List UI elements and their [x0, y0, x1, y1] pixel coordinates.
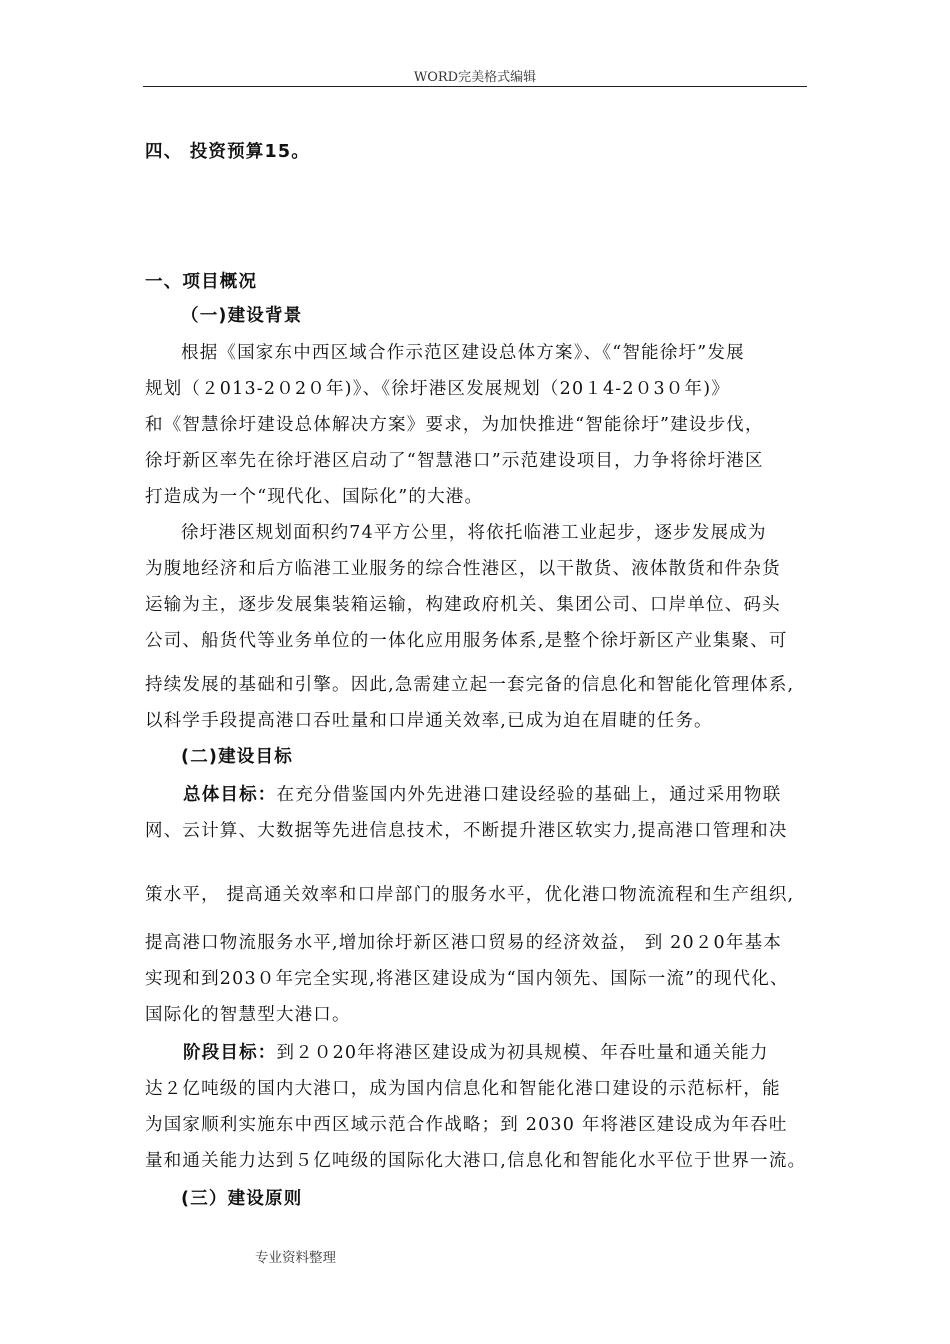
paragraph-line: 徐圩港区规划面积约74平方公里，将依托临港工业起步，逐步发展成为 — [181, 523, 767, 543]
page-footer: 专业资料整理 — [255, 1250, 336, 1266]
paragraph-line: 达２亿吨级的国内大港口，成为国内信息化和智能化港口建设的示范标杆，能 — [145, 1079, 781, 1099]
paragraph-line: 和《智慧徐圩建设总体解决方案》要求，为加快推进“智能徐圩”建设步伐， — [145, 415, 764, 435]
header-rule — [143, 86, 807, 87]
paragraph-line: 量和通关能力达到５亿吨级的国际化大港口,信息化和智能化水平位于世界一流。 — [145, 1151, 807, 1171]
paragraph-line: 为国家顺利实施东中西区域示范合作战略；到 2030 年将港区建设成为年吞吐 — [145, 1115, 788, 1135]
section-title-project-overview: 一、项目概况 — [145, 272, 258, 292]
subsection-title-goals: (二)建设目标 — [181, 747, 293, 767]
phase-goal-text: 到２０20年将港区建设成为初具规模、年吞吐量和通关能力 — [276, 1043, 769, 1063]
phase-goal-line — [183, 1041, 769, 1065]
paragraph-line: 提高港口物流服务水平,增加徐圩新区港口贸易的经济效益， 到 20２0年基本 — [145, 933, 782, 953]
phase-goal-label: 阶段目标： — [183, 1043, 277, 1063]
subsection-title-principles: (三）建设原则 — [181, 1189, 303, 1209]
paragraph-line: 策水平， 提高通关效率和口岸部门的服务水平，优化港口物流流程和生产组织, — [145, 885, 795, 905]
paragraph-line: 国际化的智慧型大港口。 — [145, 1005, 351, 1025]
paragraph-line: 为腹地经济和后方临港工业服务的综合性港区，以干散货、液体散货和件杂货 — [145, 559, 781, 579]
toc-line: 四、 投资预算15。 — [145, 142, 310, 162]
overall-goal-line — [183, 783, 781, 807]
paragraph-line: 公司、船货代等业务单位的一体化应用服务体系,是整个徐圩新区产业集聚、可 — [145, 631, 788, 651]
overall-goal-text: 在充分借鉴国内外先进港口建设经验的基础上，通过采用物联 — [276, 785, 782, 805]
paragraph-line: 以科学手段提高港口吞吐量和口岸通关效率,已成为迫在眉睫的任务。 — [145, 711, 713, 731]
page-header: WORD完美格式编辑 — [413, 70, 537, 85]
subsection-title-background: （一)建设背景 — [181, 306, 303, 326]
paragraph-line: 网、云计算、大数据等先进信息技术，不断提升港区软实力,提高港口管理和决 — [145, 821, 788, 841]
paragraph-line: 规划（２013-2０2０年)》、《徐圩港区发展规划（20１4-2０3０年)》 — [145, 379, 730, 399]
paragraph-line: 持续发展的基础和引擎。因此,急需建立起一套完备的信息化和智能化管理体系, — [145, 675, 795, 695]
overall-goal-label: 总体目标： — [183, 785, 277, 805]
paragraph-line: 根据《国家东中西区域合作示范区建设总体方案》、《“智能徐圩”发展 — [181, 343, 745, 363]
paragraph-line: 打造成为一个“现代化、国际化”的大港。 — [145, 487, 484, 507]
paragraph-line: 运输为主，逐步发展集装箱运输，构建政府机关、集团公司、口岸单位、码头 — [145, 595, 781, 615]
paragraph-line: 徐圩新区率先在徐圩港区启动了“智慧港口”示范建设项目，力争将徐圩港区 — [145, 451, 764, 471]
paragraph-line: 实现和到203０年完全实现,将港区建设成为“国内领先、国际一流”的现代化、 — [145, 969, 789, 989]
